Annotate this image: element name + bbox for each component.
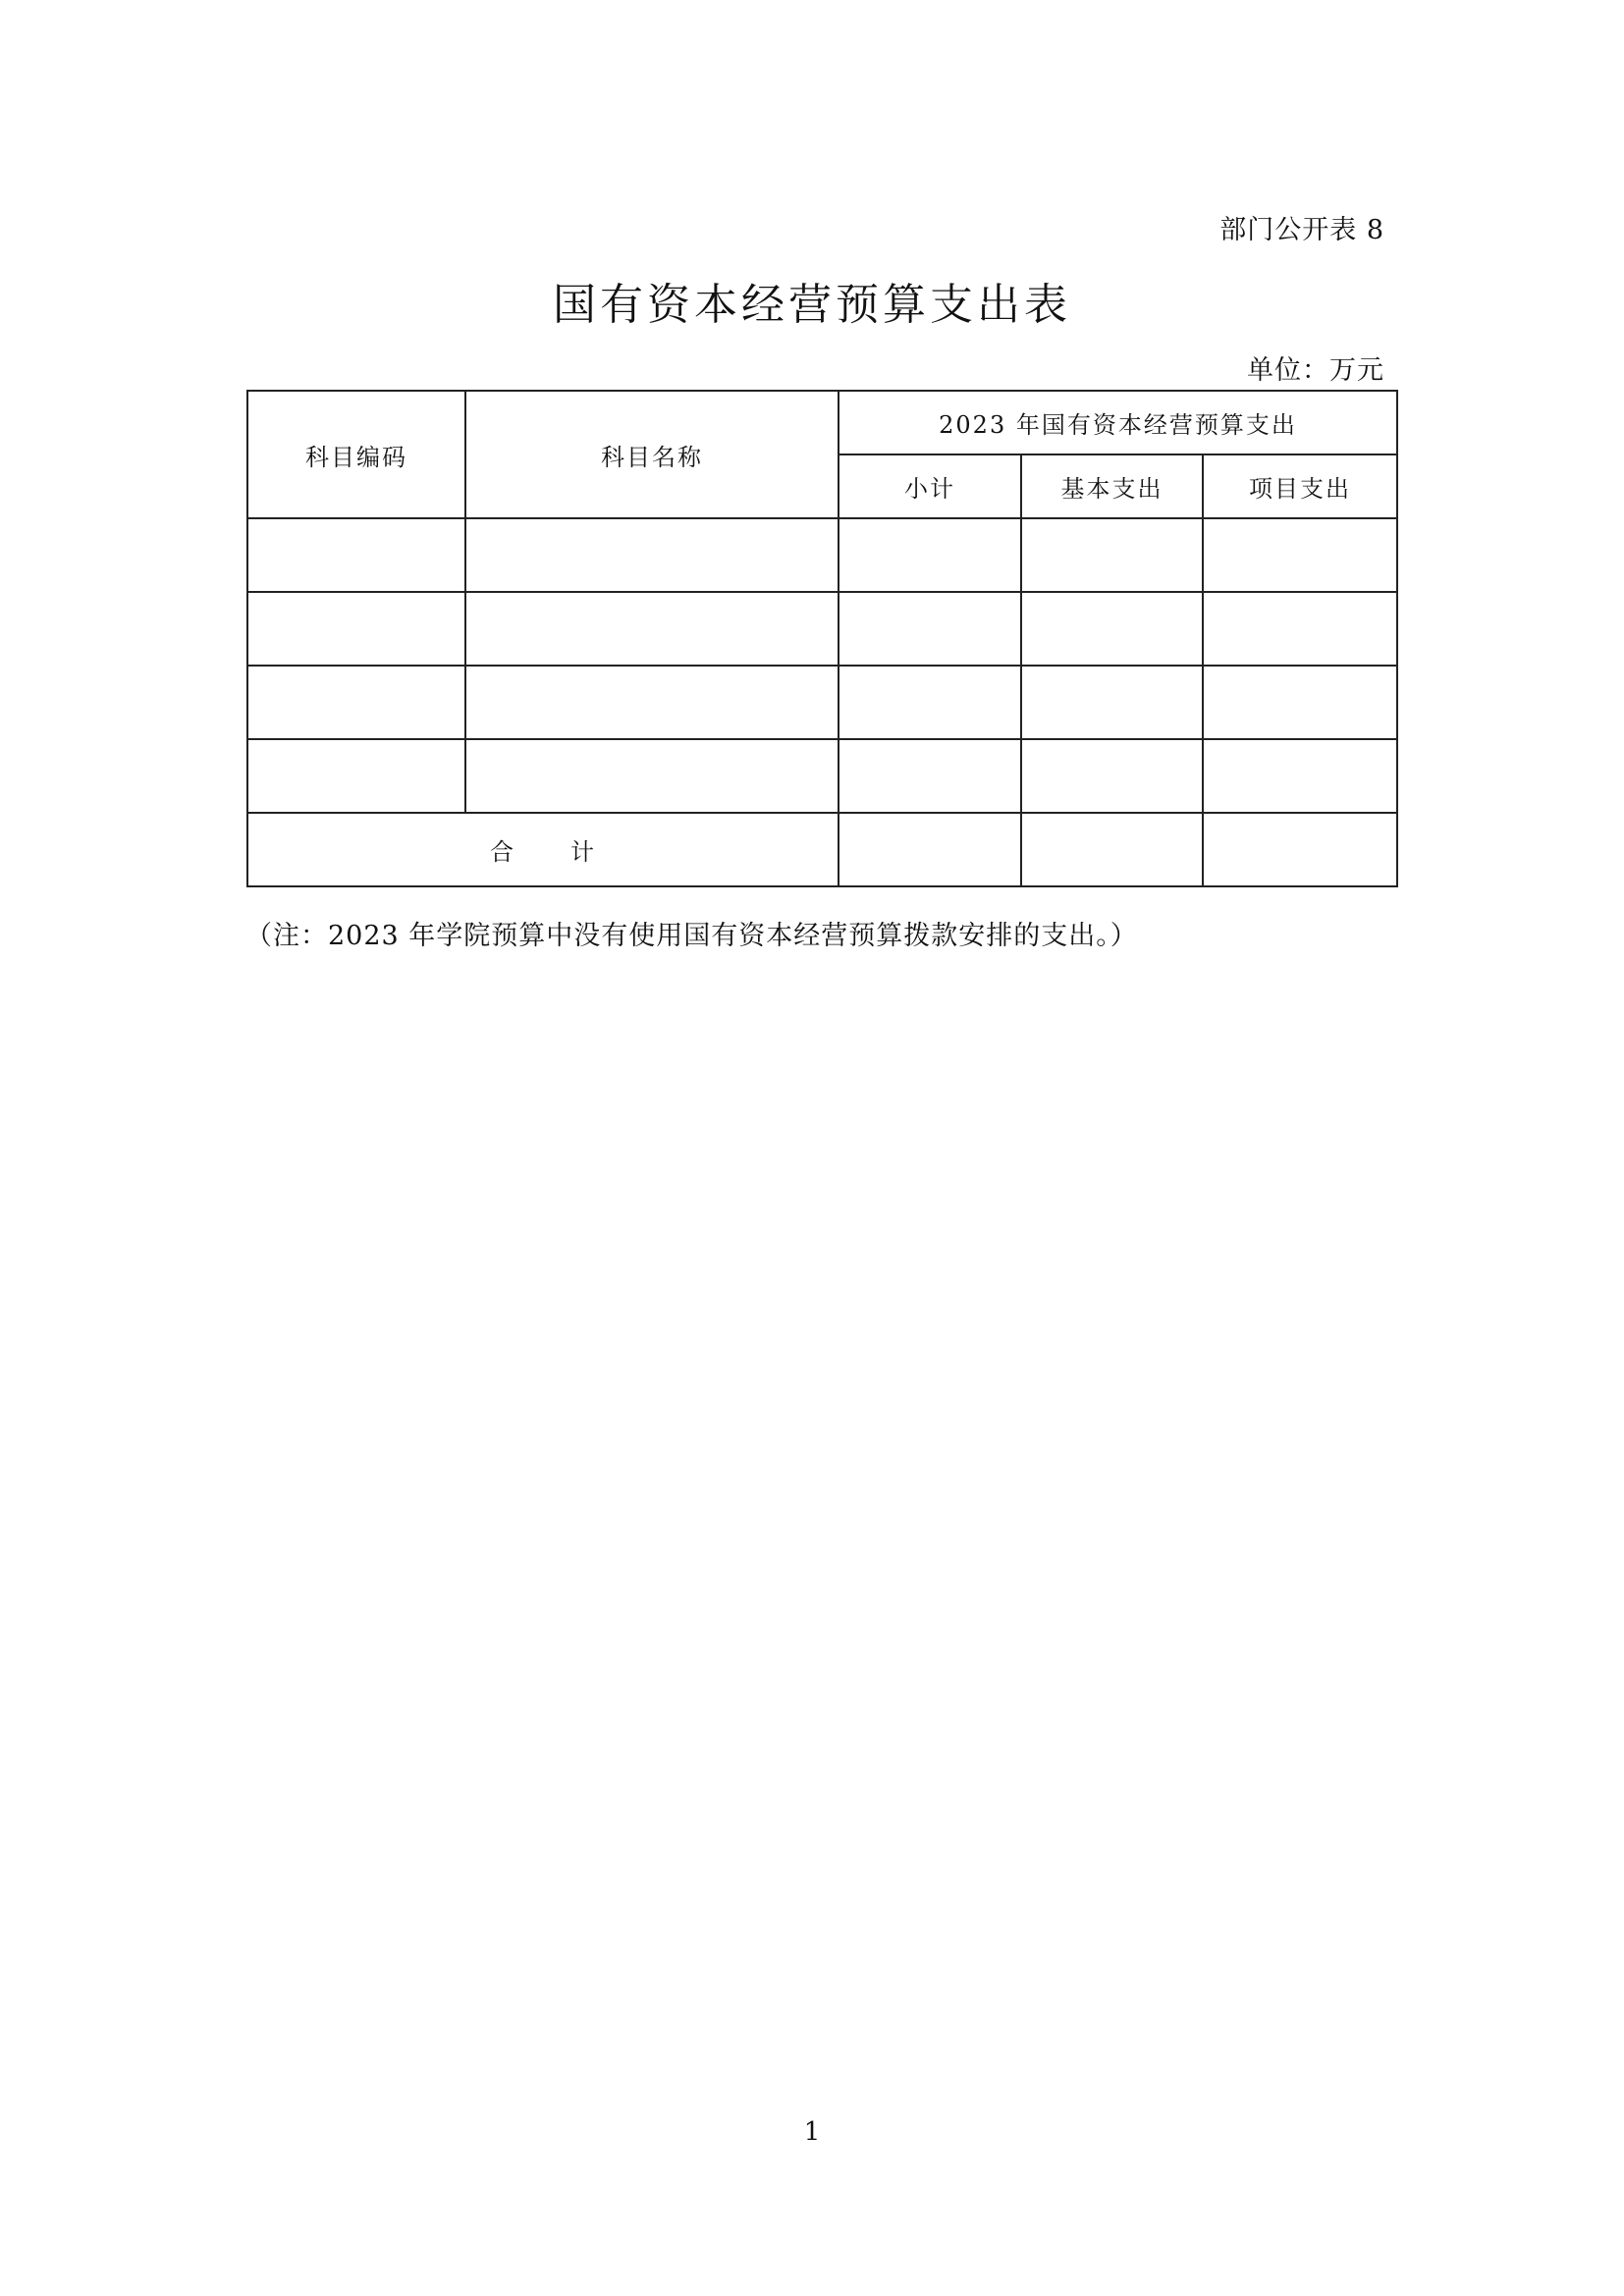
cell-name — [465, 739, 839, 813]
unit-label: 单位：万元 — [1247, 355, 1384, 386]
footnote: （注：2023 年学院预算中没有使用国有资本经营预算拨款安排的支出。） — [245, 921, 1138, 951]
total-label-part1: 合 — [490, 838, 515, 866]
header-code: 科目编码 — [247, 391, 465, 518]
cell-project — [1203, 518, 1397, 592]
header-subtotal: 小计 — [839, 454, 1021, 518]
total-label-part2: 计 — [570, 838, 596, 866]
cell-subtotal — [839, 739, 1021, 813]
table-row — [247, 666, 1397, 739]
table-header-row — [247, 391, 1397, 454]
total-basic — [1021, 813, 1203, 886]
cell-subtotal — [839, 666, 1021, 739]
cell-project — [1203, 592, 1397, 666]
header-project: 项目支出 — [1203, 454, 1397, 518]
cell-name — [465, 518, 839, 592]
total-subtotal — [839, 813, 1021, 886]
cell-name — [465, 666, 839, 739]
cell-project — [1203, 739, 1397, 813]
cell-basic — [1021, 739, 1203, 813]
page-title: 国有资本经营预算支出表 — [553, 280, 1071, 330]
cell-project — [1203, 666, 1397, 739]
table-number: 部门公开表 8 — [1219, 215, 1384, 245]
table-row — [247, 518, 1397, 592]
budget-table — [246, 390, 1398, 887]
cell-name — [465, 592, 839, 666]
header-group: 2023 年国有资本经营预算支出 — [839, 391, 1397, 454]
cell-code — [247, 592, 465, 666]
header-basic: 基本支出 — [1021, 454, 1203, 518]
cell-code — [247, 739, 465, 813]
cell-subtotal — [839, 518, 1021, 592]
table-row — [247, 739, 1397, 813]
table-row — [247, 592, 1397, 666]
cell-code — [247, 666, 465, 739]
page-number: 1 — [803, 2117, 821, 2147]
table-total-row — [247, 813, 1397, 886]
total-label — [247, 813, 839, 886]
cell-subtotal — [839, 592, 1021, 666]
cell-code — [247, 518, 465, 592]
cell-basic — [1021, 666, 1203, 739]
total-project — [1203, 813, 1397, 886]
cell-basic — [1021, 592, 1203, 666]
header-name: 科目名称 — [465, 391, 839, 518]
cell-basic — [1021, 518, 1203, 592]
